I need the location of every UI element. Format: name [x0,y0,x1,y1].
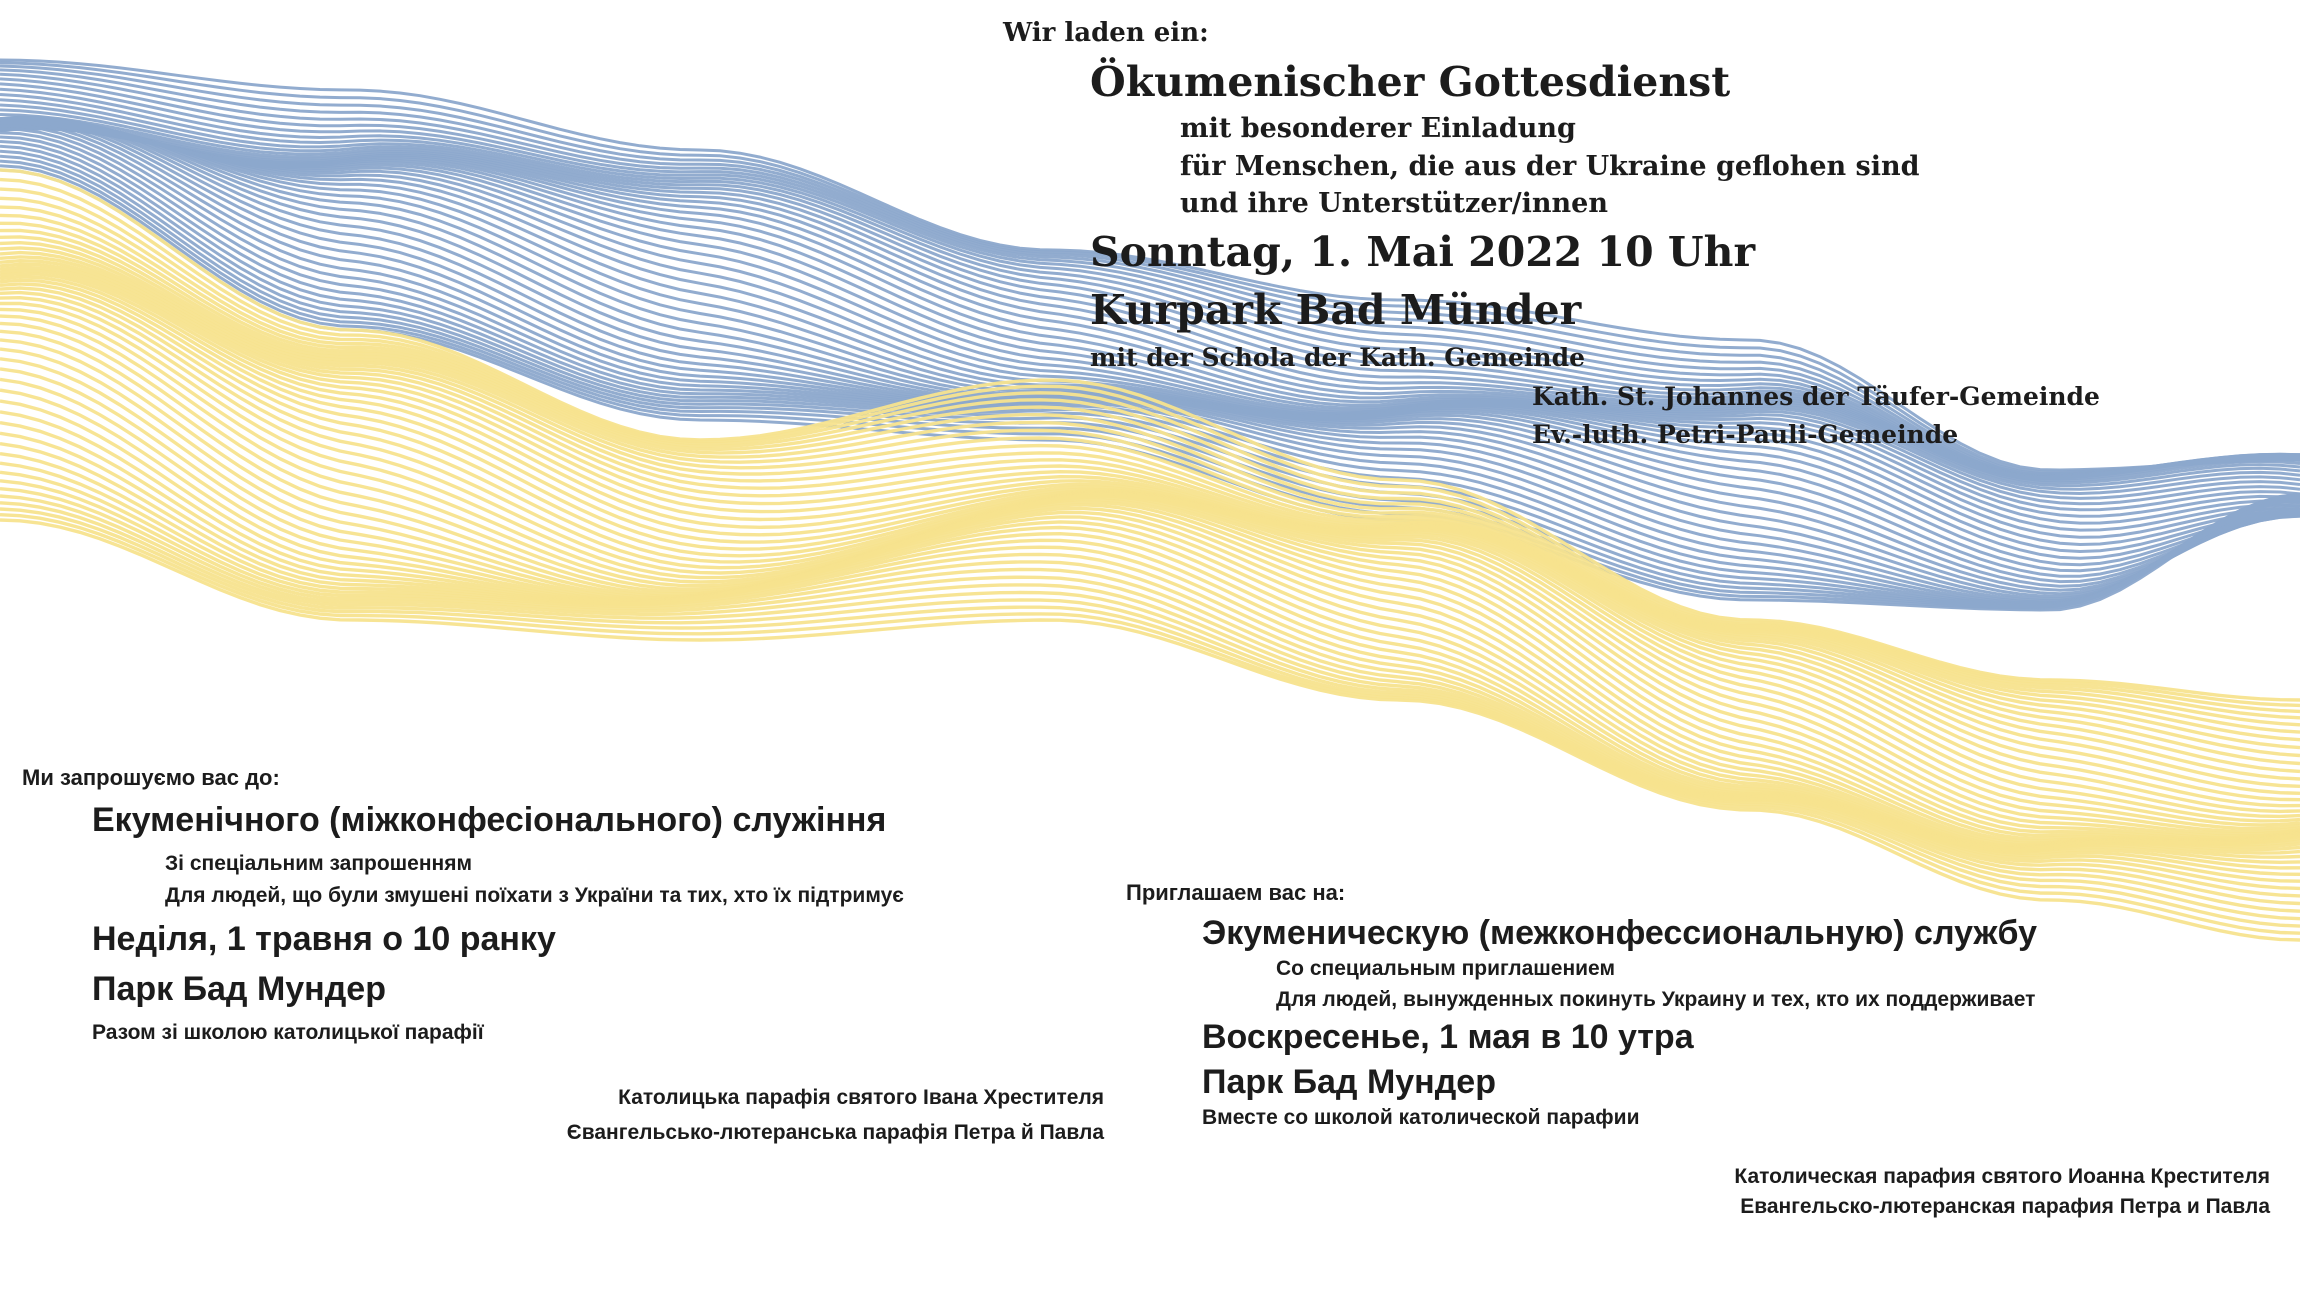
russian-intro: Приглашаем вас на: [1126,880,1346,905]
german-invite-line-1: mit besonderer Einladung [1180,113,1576,144]
russian-invite-line-2: Для людей, вынужденных покинуть Украину и тех, кто их поддерживает [1276,988,2036,1011]
ukrainian-invite-line-2: Для людей, що були змушені поїхати з України та тих, хто їх підтримує [165,884,904,907]
ukrainian-invite-line-1: Зі спеціальним запрошенням [165,852,473,875]
german-organizer-2: Ev.-luth. Petri-Pauli-Gemeinde [1532,420,1959,449]
german-intro: Wir laden ein: [1003,18,1209,48]
german-place: Kurpark Bad Münder [1090,286,1582,334]
russian-title: Экуменическую (межконфессиональную) службу [1202,914,2037,952]
russian-organizer-2: Евангельско-лютеранская парафия Петра и Павла [1740,1195,2270,1218]
russian-organizer-1: Католическая парафия святого Иоанна Крестителя [1734,1165,2270,1188]
ukrainian-place: Парк Бад Мундер [92,970,386,1008]
german-title: Ökumenischer Gottesdienst [1090,58,1731,106]
ukrainian-title: Екуменічного (міжконфесіонального) служіння [92,801,887,839]
ukrainian-organizer-1: Католицька парафія святого Івана Хрестителя [618,1086,1104,1109]
german-invite-line-3: und ihre Unterstützer/innen [1180,188,1608,219]
ukrainian-organizer-2: Євангельсько-лютеранська парафія Петра й Павла [566,1121,1104,1144]
ukrainian-date: Неділя, 1 травня о 10 ранку [92,920,556,958]
german-invite-line-2: für Menschen, die aus der Ukraine geflohen sind [1180,151,1920,182]
russian-date: Воскресенье, 1 мая в 10 утра [1202,1018,1694,1056]
ukrainian-intro: Ми запрошуємо вас до: [22,765,280,790]
german-organizer-1: Kath. St. Johannes der Täufer-Gemeinde [1532,382,2100,411]
german-date: Sonntag, 1. Mai 2022 10 Uhr [1090,228,1756,276]
russian-music: Вместе со школой католической парафии [1202,1106,1640,1129]
russian-invite-line-1: Со специальным приглашением [1276,957,1615,980]
russian-place: Парк Бад Мундер [1202,1063,1496,1101]
german-music: mit der Schola der Kath. Gemeinde [1090,343,1585,372]
ukrainian-music: Разом зі школою католицької парафії [92,1021,484,1044]
